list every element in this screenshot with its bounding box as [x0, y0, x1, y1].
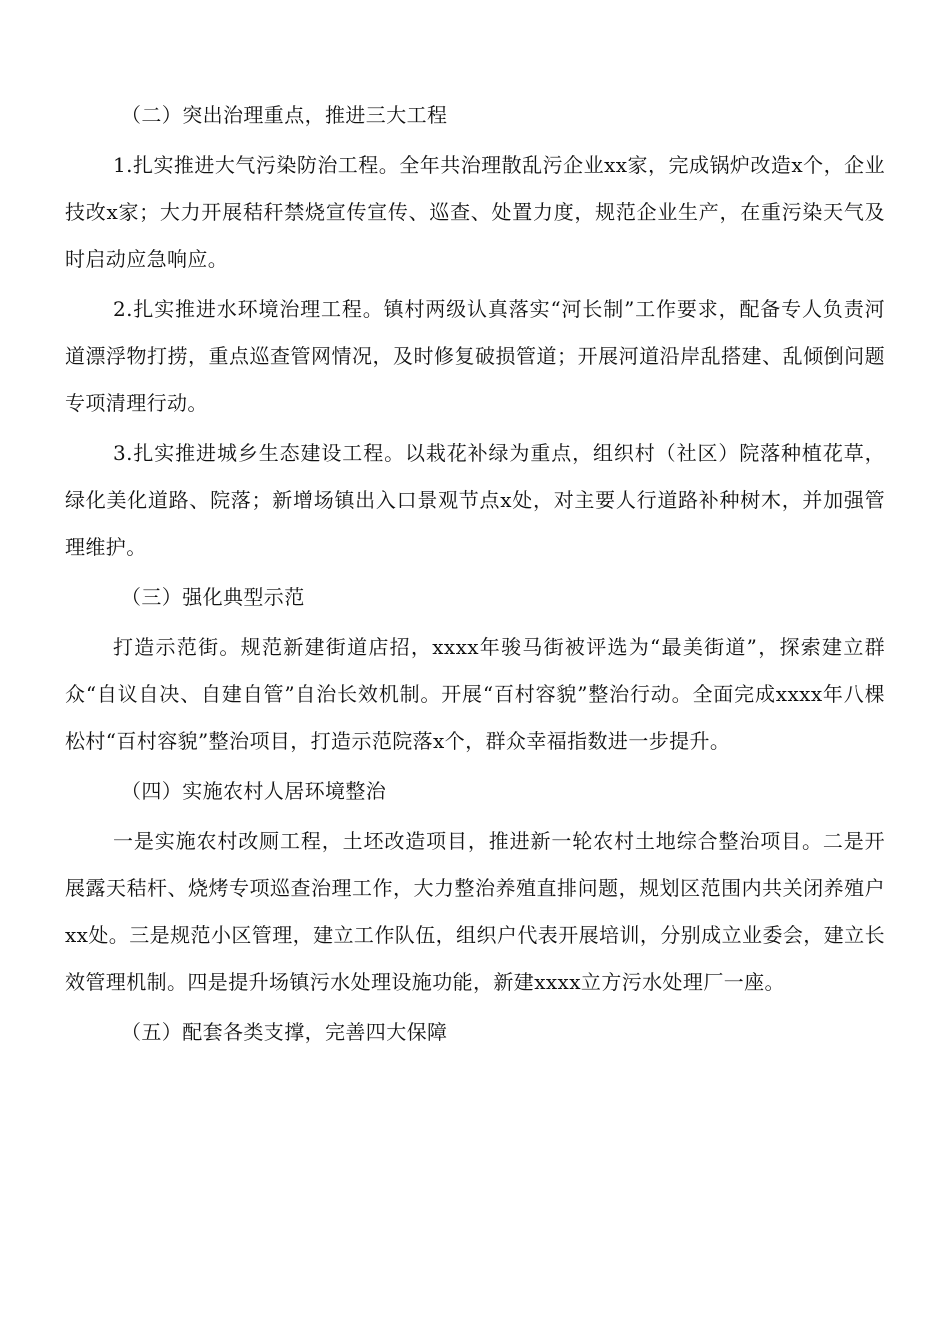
- document-body: [65, 92, 885, 1059]
- body-paragraph-rural-environment: 一是实施农村改厕工程，土坯改造项目，推进新一轮农村土地综合整治项目。二是开展露天秸杆、烧烤专项巡查治理工作，大力整治养殖直排问题，规划区范围内共关闭养殖户xx处。三是规范小区管理，建立工作队伍，组织户代表开展培训，分别成立业委会，建立长效管理机制。四是提升场镇污水处理设施功能，新建xxxx立方污水处理厂一座。: [65, 829, 885, 994]
- body-paragraph-air-pollution: 1.扎实推进大气污染防治工程。全年共治理散乱污企业xx家，完成锅炉改造x个，企业技改x家；大力开展秸秆禁烧宣传宣传、巡查、处置力度，规范企业生产，在重污染天气及时启动应急响应。: [65, 153, 885, 271]
- body-paragraph-demonstration-street: 打造示范街。规范新建街道店招，xxxx年骏马街被评选为“最美街道”，探索建立群众“自议自决、自建自管”自治长效机制。开展“百村容貌”整治行动。全面完成xxxx年八棵松村“百村容貌”整治项目，打造示范院落x个，群众幸福指数进一步提升。: [65, 635, 885, 753]
- section-heading-4: （四）实施农村人居环境整治: [121, 779, 387, 803]
- body-paragraph-water-environment: 2.扎实推进水环境治理工程。镇村两级认真落实“河长制”工作要求，配备专人负责河道漂浮物打捞，重点巡查管网情况，及时修复破损管道；开展河道沿岸乱搭建、乱倾倒问题专项清理行动。: [65, 297, 885, 415]
- body-paragraph-ecology: 3.扎实推进城乡生态建设工程。以栽花补绿为重点，组织村（社区）院落种植花草，绿化美化道路、院落；新增场镇出入口景观节点x处，对主要人行道路补种树木，并加强管理维护。: [65, 441, 885, 559]
- section-heading-5: （五）配套各类支撑，完善四大保障: [121, 1020, 448, 1044]
- section-heading-3: （三）强化典型示范: [121, 585, 305, 609]
- section-heading-2: （二）突出治理重点，推进三大工程: [121, 103, 448, 127]
